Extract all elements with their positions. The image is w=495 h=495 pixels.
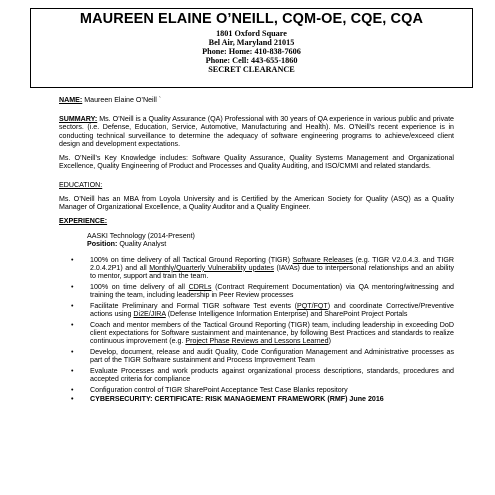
key-knowledge-paragraph: Ms. O’Neill’s Key Knowledge includes: Software Quality Assurance, Quality Systems Management and Organizational Excellence, Quality Engineering of Product and Processes and Quality Auditing, and ISO/CMMI and related standards. [59,154,454,171]
cell-phone: Phone: Cell: 443-655-1860 [205,56,298,65]
education-heading [59,181,454,189]
list-item: • 100% on time delivery of all Tactical Ground Reporting (TIGR) Software Releases (e.g. TIGR V2.0.4.3. and TIGR 2.0.4.2P1) and all Monthly/Quarterly Vulnerability updates (IAVAs) due to interpersonal relationships and an ability to mentor, support and train the team. [71,255,455,281]
address-street: 1801 Oxford Square [216,29,287,38]
education-label: EDUCATION: [59,181,103,190]
security-clearance: SECRET CLEARANCE [208,65,295,74]
bullet-glyph: • [71,348,74,357]
position-value: Quality Analyst [117,240,167,249]
list-item: • Evaluate Processes and work products against organizational process descriptions, standards, procedures and accepted criteria for compliance [71,367,454,384]
resume-body [59,96,454,403]
name-label: NAME: [59,96,83,104]
experience-label: EXPERIENCE: [59,217,108,226]
list-item-cybersecurity: • CYBERSECURITY: CERTIFICATE: RISK MANAGEMENT FRAMEWORK (RMF) June 2016 [71,395,384,404]
list-item: • Facilitate Preliminary and Formal TIGR software Test events (PQT/FQT) and coordinate Corrective/Preventive actions using Di2E/JIRA (Defense Intelligence Information Enterprise) and SharePoint Project Portals [71,301,454,319]
education-text: Ms. O’Neill has an MBA from Loyola University and is Certified by the American Society for Quality (ASQ) as a Quality Manager of Organizational Excellence, a Quality Auditor and a Quality Engineer. [59,194,454,211]
experience-heading [59,217,454,225]
bullet-glyph: • [71,320,74,329]
position-line [59,240,454,248]
resume-name-title: MAUREEN ELAINE O’NEILL, CQM-OE, CQE, CQA [79,11,424,27]
bullet-glyph: • [71,282,74,291]
experience-bullets [59,256,454,404]
summary-label: SUMMARY: [59,115,98,124]
bullet-glyph: • [71,367,74,376]
bullet-glyph: • [71,301,74,310]
list-item: • Develop, document, release and audit Quality, Code Configuration Management and Administrative processes as part of the TIGR Software sustainment and Process Improvement Team [71,348,454,365]
position-label: Position: [87,240,118,249]
bullet-glyph: • [71,395,74,404]
name-value: Maureen Elaine O’Neill ` [82,96,162,104]
bullet-glyph: • [71,255,74,264]
summary-text: Ms. O’Neill is a Quality Assurance (QA) Professional with 30 years of QA experience in various public and private sectors. (i.e. Defense, Education, Service, Automotive, Manufacturing and Health). Ms. O’Neill’s recent experience is in conducting technical surveillance to determine the adequacy of software engineering programs to achieve/exceed client design and development expectations. [59,115,454,148]
bullet-glyph: • [71,386,74,395]
employer-line: AASKI Technology (2014-Present) [87,232,195,241]
list-item: • Configuration control of TIGR SharePoint Acceptance Test Case Blanks repository [71,386,348,395]
name-line [59,96,454,104]
summary-paragraph [59,115,454,148]
address-city: Bel Air, Maryland 21015 [208,38,295,47]
header-box [30,8,473,88]
home-phone: Phone: Home: 410-838-7606 [202,47,301,56]
list-item: • 100% on time delivery of all CDRLs (Contract Requirement Documentation) via QA mentoring/witnessing and training the team, including leadership in Peer Review processes [71,282,454,300]
list-item: • Coach and mentor members of the Tactical Ground Reporting (TIGR) team, including leadership in exceeding DoD client expectations for Software sustainment and maintenance, by following Best Practices and standards to realize continuous improvement (e.g. Project Phase Reviews and Lessons Learned) [71,320,454,346]
